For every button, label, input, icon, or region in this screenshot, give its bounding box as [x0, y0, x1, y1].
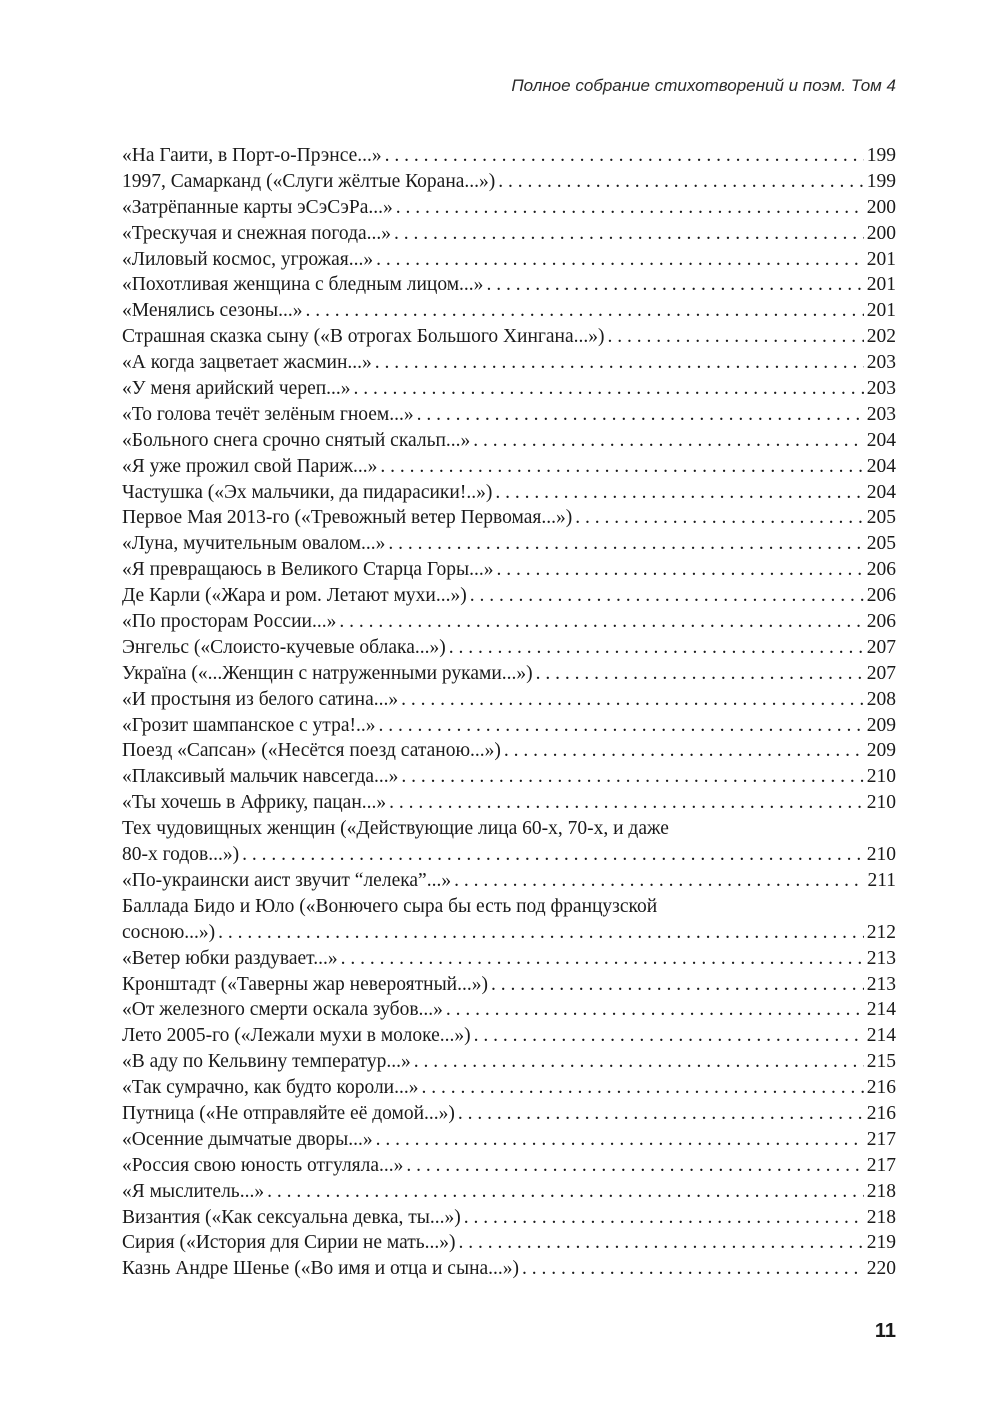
- dot-leader: [267, 1179, 864, 1205]
- toc-entry: [122, 997, 896, 1023]
- dot-leader: [242, 842, 864, 868]
- toc-entry: [122, 1023, 896, 1049]
- toc-entry-title: «На Гаити, в Порт-о-Прэнсе...»: [122, 145, 382, 166]
- toc-entry-title: 80-х годов...»): [122, 844, 240, 866]
- toc-entry-title: «Лиловый космос, угрожая...»: [122, 248, 374, 270]
- toc-entry: [122, 247, 896, 273]
- toc-entry-title: «Я мыслитель...»: [122, 1180, 265, 1202]
- dot-leader: [459, 1230, 864, 1256]
- toc-entry-page: 199: [866, 145, 896, 166]
- toc-entry-page: 210: [866, 792, 896, 814]
- toc-entry-first-line: Баллада Бидо и Юло («Вонючего сыра бы есть под французской: [122, 895, 658, 917]
- dot-leader: [396, 195, 864, 221]
- toc-entry-title: «Затрёпанные карты эСэСэРа...»: [122, 196, 393, 218]
- toc-entry-title: «Трескучая и снежная погода...»: [122, 222, 392, 244]
- toc-entry-title: Путница («Не отправляйте её домой...»): [122, 1102, 455, 1124]
- toc-entry: [122, 1101, 896, 1127]
- toc-entry-page: 209: [866, 740, 896, 762]
- toc-entry-page: 214: [866, 999, 896, 1021]
- toc-entry-title: «Ветер юбки раздувает...»: [122, 947, 338, 969]
- toc-entry: [122, 1153, 896, 1179]
- dot-leader: [406, 1153, 863, 1179]
- toc-entry: [122, 764, 896, 790]
- toc-entry: [122, 635, 896, 661]
- toc-entry-first-line: Тех чудовищных женщин («Действующие лица 60-х, 70-х, и даже: [122, 818, 669, 840]
- dot-leader: [385, 143, 864, 169]
- toc-entry-title: 1997, Самарканд («Слуги жёлтые Корана...»): [122, 170, 496, 192]
- toc-entry-title: «То голова течёт зелёным гноем...»: [122, 403, 414, 425]
- toc-entry: [122, 1075, 896, 1101]
- toc-entry-page: 200: [866, 222, 896, 244]
- toc-entry-page: 203: [866, 403, 896, 425]
- toc-entry-title: Українa («...Женщин с натруженными руками...»): [122, 662, 533, 684]
- toc-entry-page: 213: [866, 947, 896, 969]
- dot-leader: [389, 790, 864, 816]
- toc-entry: [122, 195, 896, 221]
- dot-leader: [394, 221, 864, 247]
- dot-leader: [341, 946, 864, 972]
- toc-entry: [122, 376, 896, 402]
- toc-entry: [122, 298, 896, 324]
- toc-entry-title: Кронштадт («Таверны жар невероятный...»): [122, 973, 488, 995]
- toc-entry-title: «Похотливая женщина с бледным лицом...»: [122, 274, 484, 296]
- toc-entry-title: «Осенние дымчатые дворы...»: [122, 1128, 373, 1150]
- toc-entry-page: 204: [866, 429, 896, 451]
- toc-entry-page: 203: [866, 352, 896, 374]
- toc-entry: [122, 1205, 896, 1231]
- dot-leader: [401, 687, 864, 713]
- toc-entry: [122, 687, 896, 713]
- toc-entry: [122, 557, 896, 583]
- toc-entry-title: Частушка («Эх мальчики, да пидарасики!..»): [122, 481, 493, 503]
- dot-leader: [474, 1023, 864, 1049]
- dot-leader: [376, 247, 864, 273]
- toc-entry: [122, 713, 896, 739]
- toc-entry-page: 210: [866, 766, 896, 788]
- toc-entry-page: 210: [866, 844, 896, 866]
- toc-entry-page: 217: [866, 1154, 896, 1176]
- toc-entry-title: «Россия свою юность отгуляла...»: [122, 1154, 404, 1176]
- toc-entry-page: 205: [866, 533, 896, 555]
- toc-entry-title: «Менялись сезоны...»: [122, 300, 303, 322]
- toc-entry-page: 218: [866, 1206, 896, 1228]
- dot-leader: [486, 272, 863, 298]
- toc-entry-page: 206: [866, 585, 896, 607]
- toc-entry-page: 204: [866, 481, 896, 503]
- toc-entry: [122, 609, 896, 635]
- toc-entry-title: «И простыня из белого сатина...»: [122, 688, 399, 710]
- toc-entry-title: «В аду по Кельвину температур...»: [122, 1051, 411, 1073]
- toc-entry: [122, 428, 896, 454]
- toc-entry: [122, 221, 896, 247]
- toc-entry: [122, 272, 896, 298]
- dot-leader: [417, 402, 864, 428]
- toc-entry-page: 215: [866, 1051, 896, 1073]
- toc-entry: [122, 402, 896, 428]
- toc-entry-title: «Я уже прожил свой Париж...»: [122, 455, 378, 477]
- toc-entry-page: 207: [866, 662, 896, 684]
- dot-leader: [422, 1075, 864, 1101]
- dot-leader: [378, 713, 863, 739]
- toc-entry-title: «Ты хочешь в Африку, пацан...»: [122, 792, 387, 814]
- toc-entry-page: 200: [866, 196, 896, 218]
- toc-entry: [122, 1127, 896, 1153]
- toc-entry-page: 216: [866, 1077, 896, 1099]
- dot-leader: [446, 997, 864, 1023]
- dot-leader: [354, 376, 864, 402]
- page-number: 11: [874, 1320, 896, 1342]
- dot-leader: [470, 583, 864, 609]
- toc-entry-page: 214: [866, 1025, 896, 1047]
- toc-entry: [122, 505, 896, 531]
- dot-leader: [536, 661, 864, 687]
- toc-entry: [122, 790, 896, 816]
- toc-entry-page: 212: [866, 921, 896, 943]
- dot-leader: [388, 531, 863, 557]
- toc-entry-title: «Больного снега срочно снятый скальп...»: [122, 429, 471, 451]
- dot-leader: [339, 609, 863, 635]
- dot-leader: [449, 635, 864, 661]
- toc-entry-page: 204: [866, 455, 896, 477]
- dot-leader: [504, 738, 864, 764]
- toc-entry-title: Казнь Андре Шенье («Во имя и отца и сына...»): [122, 1258, 520, 1280]
- toc-entry: [122, 946, 896, 972]
- toc-entry-page: 201: [866, 274, 896, 296]
- toc-entry-page: 218: [866, 1180, 896, 1202]
- dot-leader: [496, 557, 863, 583]
- toc-entry-page: 201: [866, 248, 896, 270]
- toc-entry-page: 207: [866, 636, 896, 658]
- toc-entry-page: 201: [866, 300, 896, 322]
- toc-entry-page: 205: [866, 507, 896, 529]
- toc-entry: [122, 842, 896, 868]
- toc-entry: [122, 143, 896, 169]
- toc-entry: [122, 920, 896, 946]
- dot-leader: [458, 1101, 864, 1127]
- toc-entry: [122, 480, 896, 506]
- toc-entry: [122, 583, 896, 609]
- toc-entry-title: «По просторам России...»: [122, 611, 337, 633]
- toc-entry-title: Поезд «Сапсан» («Несётся поезд сатаною...»): [122, 740, 501, 762]
- dot-leader: [498, 169, 863, 195]
- toc-entry-title: «Я превращаюсь в Великого Старца Горы...»: [122, 559, 494, 581]
- toc-entry-page: 209: [866, 714, 896, 736]
- toc-entry-title: «Луна, мучительным овалом...»: [122, 533, 386, 555]
- toc-entry-title: «Так сумрачно, как будто короли...»: [122, 1077, 419, 1099]
- toc-entry: [122, 324, 896, 350]
- toc-entry: [122, 972, 896, 998]
- dot-leader: [376, 1127, 864, 1153]
- toc-entry-page: 203: [866, 378, 896, 400]
- toc-entry-page: 206: [866, 559, 896, 581]
- toc-entry-title: Энгельс («Слоисто-кучевые облака...»): [122, 636, 446, 658]
- toc-entry-page: 216: [866, 1102, 896, 1124]
- dot-leader: [495, 480, 863, 506]
- toc-entry: [122, 1230, 896, 1256]
- toc-entry-page: 217: [866, 1128, 896, 1150]
- toc-entry-page: 211: [867, 869, 896, 891]
- toc-entry-title: Сирия («История для Сирии не мать...»): [122, 1232, 456, 1254]
- toc-entry-title: сосною...»): [122, 921, 216, 943]
- dot-leader: [380, 454, 863, 480]
- dot-leader: [375, 350, 864, 376]
- toc-entry-title: Страшная сказка сыну («В отрогах Большого Хингана...»): [122, 326, 605, 348]
- dot-leader: [454, 868, 864, 894]
- dot-leader: [608, 324, 864, 350]
- toc-entry: [122, 1179, 896, 1205]
- toc-entry-title: Лето 2005-го («Лежали мухи в молоке...»): [122, 1025, 471, 1047]
- toc-entry-title: «А когда зацветает жасмин...»: [122, 352, 372, 374]
- dot-leader: [306, 298, 864, 324]
- toc-entry-title: «От железного смерти оскала зубов...»: [122, 999, 443, 1021]
- dot-leader: [473, 428, 863, 454]
- toc-entry: [122, 169, 896, 195]
- toc-entry-page: 219: [866, 1232, 896, 1254]
- running-head: Полное собрание стихотворений и поэм. Том 4: [511, 76, 896, 95]
- dot-leader: [575, 505, 864, 531]
- toc-entry-title: «Плаксивый мальчик навсегда...»: [122, 766, 399, 788]
- dot-leader: [491, 972, 864, 998]
- toc-entry-title: Де Карли («Жара и ром. Летают мухи...»): [122, 585, 467, 607]
- toc-entry-title: «По-украински аист звучит “лелека”...»: [122, 869, 452, 891]
- toc-entry: [122, 738, 896, 764]
- toc-entry: [122, 531, 896, 557]
- toc-entry-title: «Грозит шампанское с утра!..»: [122, 714, 376, 736]
- toc-entry: [122, 868, 896, 894]
- toc-entry-page: 202: [866, 326, 896, 348]
- toc-entry-page: 213: [866, 973, 896, 995]
- toc-entry: [122, 1256, 896, 1282]
- toc-entry-title: «У меня арийский череп...»: [122, 378, 351, 400]
- table-of-contents: [122, 143, 896, 1282]
- toc-entry-page: 199: [866, 170, 896, 192]
- toc-entry: [122, 1049, 896, 1075]
- toc-entry: [122, 454, 896, 480]
- toc-entry-title: Византия («Как сексуальна девка, ты...»): [122, 1206, 461, 1228]
- dot-leader: [522, 1256, 864, 1282]
- dot-leader: [464, 1205, 864, 1231]
- toc-entry-title: Первое Мая 2013-го («Тревожный ветер Первомая...»): [122, 507, 573, 529]
- toc-entry-page: 206: [866, 611, 896, 633]
- dot-leader: [218, 920, 864, 946]
- dot-leader: [401, 764, 863, 790]
- toc-entry-page: 220: [866, 1258, 896, 1280]
- toc-entry: [122, 350, 896, 376]
- dot-leader: [414, 1049, 864, 1075]
- toc-entry-page: 208: [866, 688, 896, 710]
- toc-entry: [122, 661, 896, 687]
